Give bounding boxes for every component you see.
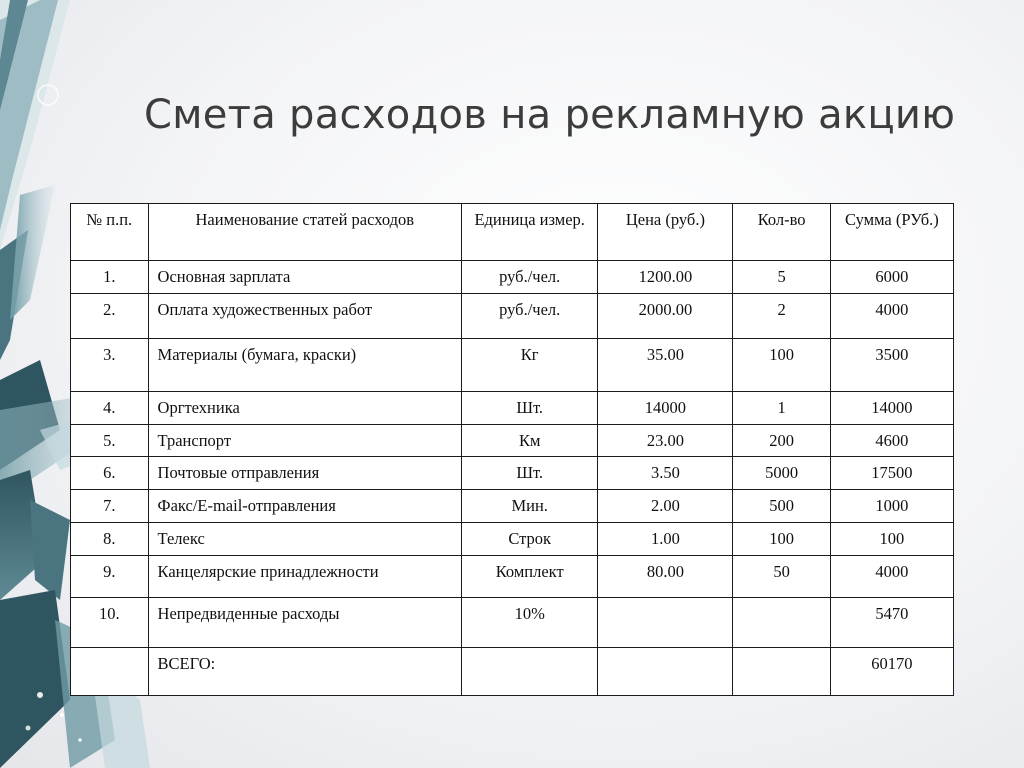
cell-num: 3. [71,339,149,392]
cell-qty: 5 [733,261,830,294]
table-row [71,457,954,490]
cell-qty: 200 [733,425,830,457]
cell-num: 6. [71,457,149,490]
cell-qty: 500 [733,490,830,523]
slide-title: Смета расходов на рекламную акцию [144,92,956,138]
cell-num: 9. [71,556,149,598]
cell-price: 3.50 [598,457,733,490]
cell-name: Оргтехника [148,392,462,425]
cell-unit: Комплект [462,556,598,598]
cell-name: Основная зарплата [148,261,462,294]
cell-qty: 5000 [733,457,830,490]
header-price: Цена (руб.) [598,204,733,261]
table-row [71,261,954,294]
cell-total-label: ВСЕГО: [148,648,462,696]
cell-name: Почтовые отправления [148,457,462,490]
cell-price: 1.00 [598,523,733,556]
table-row [71,490,954,523]
cell-qty [733,598,830,648]
cell-qty: 50 [733,556,830,598]
cell-price: 1200.00 [598,261,733,294]
cell-sum: 6000 [830,261,953,294]
cell-name: Факс/E-mail-отправления [148,490,462,523]
cell-unit: Шт. [462,457,598,490]
cell-price [598,598,733,648]
cell-total-sum: 60170 [830,648,953,696]
header-num: № п.п. [71,204,149,261]
cell-sum: 100 [830,523,953,556]
cell-sum: 4600 [830,425,953,457]
cell-num: 2. [71,294,149,339]
cell-price: 80.00 [598,556,733,598]
cell-num: 8. [71,523,149,556]
expense-estimate-table [70,203,954,696]
cell-qty: 100 [733,339,830,392]
cell-name: Оплата художественных работ [148,294,462,339]
cell-unit: Мин. [462,490,598,523]
cell-name: Телекс [148,523,462,556]
cell-sum: 14000 [830,392,953,425]
header-unit: Единица измер. [462,204,598,261]
cell-unit: 10% [462,598,598,648]
header-name: Наименование статей расходов [148,204,462,261]
cell-sum: 5470 [830,598,953,648]
cell-num: 5. [71,425,149,457]
table-row [71,294,954,339]
cell-sum: 1000 [830,490,953,523]
table-total-row [71,648,954,696]
cell-unit: Км [462,425,598,457]
cell-unit: Шт. [462,392,598,425]
cell-unit: руб./чел. [462,294,598,339]
cell-price: 14000 [598,392,733,425]
cell-price [598,648,733,696]
header-qty: Кол-во [733,204,830,261]
cell-unit [462,648,598,696]
table-row [71,523,954,556]
cell-num: 4. [71,392,149,425]
cell-price: 2000.00 [598,294,733,339]
cell-qty [733,648,830,696]
cell-unit: Строк [462,523,598,556]
cell-name: Непредвиденные расходы [148,598,462,648]
cell-unit: руб./чел. [462,261,598,294]
cell-name: Канцелярские принадлежности [148,556,462,598]
table-header-row [71,204,954,261]
cell-sum: 17500 [830,457,953,490]
cell-name: Транспорт [148,425,462,457]
table-row [71,425,954,457]
cell-unit: Кг [462,339,598,392]
cell-sum: 4000 [830,294,953,339]
header-sum: Сумма (РУб.) [830,204,953,261]
cell-sum: 3500 [830,339,953,392]
cell-qty: 100 [733,523,830,556]
table-row [71,392,954,425]
table-row [71,598,954,648]
cell-qty: 1 [733,392,830,425]
cell-qty: 2 [733,294,830,339]
table-row [71,339,954,392]
cell-name: Материалы (бумага, краски) [148,339,462,392]
cell-price: 35.00 [598,339,733,392]
cell-price: 2.00 [598,490,733,523]
cell-sum: 4000 [830,556,953,598]
cell-num: 10. [71,598,149,648]
cell-num [71,648,149,696]
cell-price: 23.00 [598,425,733,457]
cell-num: 1. [71,261,149,294]
table-row [71,556,954,598]
cell-num: 7. [71,490,149,523]
